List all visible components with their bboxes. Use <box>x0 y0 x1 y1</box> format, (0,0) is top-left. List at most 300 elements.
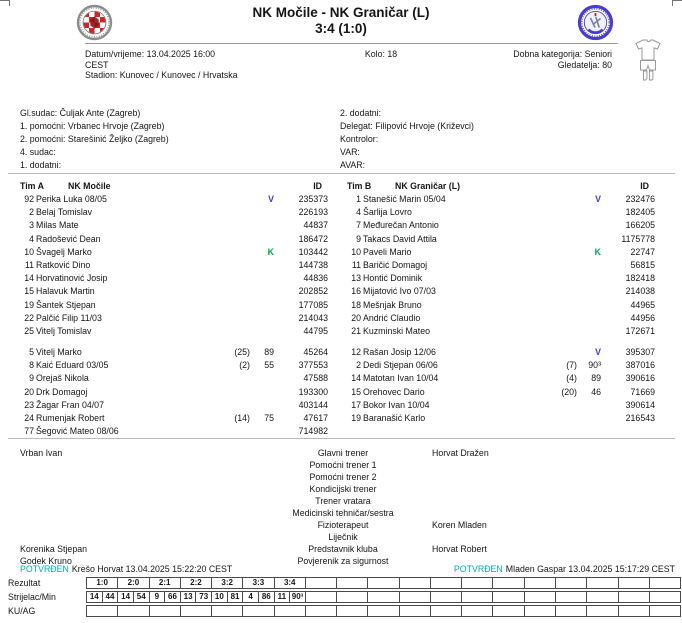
scorer-minute-cell <box>149 591 181 603</box>
player-name: Vitelj Marko <box>36 347 82 358</box>
player-name: Perika Luka 08/05 <box>36 194 107 204</box>
staff-name-home: Godek Kruno <box>20 556 72 566</box>
staff-name-away <box>432 531 675 543</box>
player-number: 3 <box>29 220 34 231</box>
result-cell <box>461 577 493 589</box>
player-id: 232476 <box>625 194 655 204</box>
player-id: 45264 <box>303 347 328 358</box>
staff-name-away: Horvat Dražen <box>432 448 489 458</box>
result-cell <box>524 577 556 589</box>
player-name: Rašan Josip 12/06 <box>363 347 436 358</box>
result-cell <box>586 577 618 589</box>
official-line: VAR: <box>340 146 360 157</box>
scorer-minute: 86 <box>261 592 271 601</box>
player-mark <box>250 325 274 338</box>
section-divider <box>8 438 675 439</box>
player-row <box>16 259 328 272</box>
staff-name-away: Horvat Robert <box>432 544 487 554</box>
player-number: 11 <box>351 259 361 270</box>
player-id: 144738 <box>298 259 328 270</box>
player-row <box>16 386 328 399</box>
kuag-cell <box>274 605 306 617</box>
player-sub-for: (2) <box>239 360 250 371</box>
kuag-cell <box>555 605 587 617</box>
result-cell <box>649 577 681 589</box>
player-id: 182405 <box>625 207 655 218</box>
scorer-minute-cell <box>367 591 399 603</box>
team-b-bench <box>343 346 655 425</box>
player-sub-for <box>216 312 250 325</box>
scorer-minute-cell <box>461 591 493 603</box>
player-number: 20 <box>24 386 34 397</box>
scorer-number: 4 <box>243 592 259 602</box>
team-a-label: Tim A <box>20 181 44 191</box>
player-row <box>16 206 328 219</box>
player-row <box>343 359 655 372</box>
player-row <box>343 412 655 425</box>
player-number: 24 <box>24 413 34 423</box>
scorer-minute-cell <box>399 591 431 603</box>
player-id: 186472 <box>298 233 328 244</box>
player-name: Kuzminski Mateo <box>363 325 430 336</box>
player-number: 13 <box>351 273 361 284</box>
official-line: AVAR: <box>340 159 366 170</box>
player-number: 15 <box>351 386 361 397</box>
result-row-label: Rezultat <box>8 578 41 588</box>
scorer-minute: 66 <box>168 592 177 601</box>
player-name: Stanešić Marin 05/04 <box>363 194 446 204</box>
player-name: Žagar Fran 04/07 <box>36 399 104 410</box>
player-row <box>343 346 655 359</box>
scorer-row-label: Strijelac/Min <box>8 592 56 602</box>
player-sub-for <box>216 285 250 298</box>
player-name: Orehovec Dario <box>363 386 425 397</box>
info-round: Kolo: 18 <box>364 49 398 59</box>
kuag-cell <box>211 605 243 617</box>
confirmation-away-text: Mladen Gaspar 13.04.2025 15:17:29 CEST <box>505 564 675 574</box>
team-b-roster-header <box>343 180 655 193</box>
scorer-minute-cell <box>649 591 681 603</box>
player-mark <box>577 206 601 219</box>
team-a-starters <box>16 193 328 338</box>
player-mark <box>577 299 601 312</box>
result-cell <box>618 577 650 589</box>
staff-name-away: Koren Mladen <box>432 520 487 530</box>
player-id: 214038 <box>625 286 655 297</box>
staff-row <box>8 447 675 459</box>
player-id: 103442 <box>298 246 328 257</box>
scorer-minute-cell <box>117 591 149 603</box>
player-mark: 55 <box>264 360 274 371</box>
player-id: 226193 <box>298 207 328 218</box>
team-a-club-name: NK Močile <box>68 181 111 191</box>
player-id: 202852 <box>298 286 328 297</box>
player-id: 177085 <box>298 299 328 310</box>
scorer-minute-cell <box>336 591 368 603</box>
player-sub-for <box>216 259 250 272</box>
player-sub-for <box>216 219 250 232</box>
staff-row <box>8 507 675 519</box>
scorer-number: 14 <box>118 592 134 602</box>
info-attendance: Gledatelja: 80 <box>557 59 612 70</box>
score-row-results <box>87 577 681 589</box>
player-row <box>343 219 655 232</box>
player-number: 25 <box>24 325 34 336</box>
player-row <box>343 193 655 206</box>
team-b-label: Tim B <box>347 181 372 191</box>
kuag-cell <box>86 605 118 617</box>
score-row-scorers <box>87 591 681 603</box>
away-club-crest-icon <box>577 4 614 43</box>
staff-name-away <box>432 495 675 507</box>
team-b-club-name: NK Graničar (L) <box>395 181 461 191</box>
player-mark: 90³ <box>588 360 601 371</box>
player-sub-for <box>216 399 250 412</box>
player-number: 4 <box>356 207 361 218</box>
match-info-box <box>85 43 618 81</box>
player-row <box>343 372 655 385</box>
player-name: Orejaš Nikola <box>36 373 89 384</box>
player-name: Dedi Stjepan 06/06 <box>363 360 438 371</box>
staff-role: Predstavnik kluba <box>308 544 378 554</box>
player-number: 1 <box>356 194 361 204</box>
player-name: Mijatović Ivo 07/03 <box>363 286 436 297</box>
player-id: 44965 <box>630 299 655 310</box>
player-name: Milas Mate <box>36 220 79 231</box>
player-row <box>16 285 328 298</box>
player-row <box>16 193 328 206</box>
player-row <box>16 246 328 259</box>
player-sub-for <box>543 259 577 272</box>
score-progression-section <box>8 577 675 621</box>
player-row <box>16 425 328 438</box>
player-mark <box>577 412 601 425</box>
player-id: 403144 <box>298 399 328 410</box>
kuag-cell <box>117 605 149 617</box>
official-line: Kontrolor: <box>340 133 379 144</box>
player-name: Mešnjak Bruno <box>363 299 422 310</box>
scorer-minute-cell <box>524 591 556 603</box>
player-name: Halavuk Martin <box>36 286 95 297</box>
player-name: Belaj Tomislav <box>36 207 93 218</box>
kuag-cell <box>242 605 274 617</box>
result-cell <box>492 577 524 589</box>
player-row <box>16 412 328 425</box>
scorer-minute: 54 <box>136 592 146 601</box>
scorer-number: 10 <box>212 592 228 602</box>
player-sub-for: (20) <box>561 386 577 397</box>
match-title: NK Močile - NK Graničar (L) <box>252 5 430 20</box>
player-id: 182418 <box>625 273 655 284</box>
kuag-cell <box>367 605 399 617</box>
player-number: 11 <box>24 259 34 270</box>
kuag-cell <box>399 605 431 617</box>
official-line: 4. sudac: <box>20 146 56 157</box>
confirmation-away <box>454 564 675 575</box>
player-name: Paveli Mario <box>363 246 412 257</box>
player-id: 44956 <box>630 312 655 323</box>
player-number: 14 <box>24 273 34 284</box>
player-mark <box>577 233 601 246</box>
player-name: Bokor Ivan 10/04 <box>363 399 430 410</box>
player-number: 17 <box>351 399 361 410</box>
staff-name-away <box>432 507 675 519</box>
player-mark: V <box>268 194 274 204</box>
player-mark <box>577 272 601 285</box>
staff-name-home <box>8 531 254 543</box>
player-number: 92 <box>24 194 34 204</box>
player-number: 14 <box>351 373 361 384</box>
score-row-labels <box>8 577 56 619</box>
player-name: Baranašić Karlo <box>363 413 426 423</box>
scorer-minute-cell <box>586 591 618 603</box>
team-b-starters <box>343 193 655 338</box>
player-mark <box>250 206 274 219</box>
kuag-row-label: KU/AG <box>8 606 36 616</box>
team-b-roster <box>343 180 655 425</box>
player-row <box>343 246 655 259</box>
scorer-minute: 81 <box>230 592 240 601</box>
staff-row <box>8 543 675 555</box>
officials-left <box>20 107 169 172</box>
official-line: Gl.sudac: Čuljak Ante (Zagreb) <box>20 108 141 118</box>
player-sub-for <box>543 206 577 219</box>
player-mark <box>250 219 274 232</box>
staff-role: Kondicijski trener <box>309 484 377 494</box>
player-number: 4 <box>29 233 34 244</box>
staff-name-away <box>432 459 675 471</box>
player-number: 9 <box>356 233 361 244</box>
staff-name-home <box>8 483 254 495</box>
player-number: 19 <box>24 299 34 310</box>
player-number: 22 <box>24 312 34 323</box>
staff-row <box>8 471 675 483</box>
player-id: 377553 <box>298 360 328 371</box>
player-mark <box>250 272 274 285</box>
staff-row <box>8 483 675 495</box>
player-sub-for <box>216 299 250 312</box>
result-cell <box>555 577 587 589</box>
confirmation-home-text: Krešo Horvat 13.04.2025 15:22:20 CEST <box>71 564 233 574</box>
info-stadium: Stadion: Kunovec / Kunovec / Hrvatska <box>85 70 238 81</box>
team-b-id-header: ID <box>640 181 649 191</box>
confirmed-status-badge: POTVRĐEN <box>20 564 69 574</box>
scorer-minute-cell <box>86 591 118 603</box>
player-name: Hontić Dominik <box>363 273 423 284</box>
player-mark: 46 <box>591 386 601 397</box>
player-sub-for <box>216 233 250 246</box>
player-name: Drk Domagoj <box>36 386 88 397</box>
kuag-cell <box>461 605 493 617</box>
player-mark: 75 <box>264 413 274 423</box>
info-timezone: CEST <box>85 59 109 70</box>
player-id: 47617 <box>303 413 328 423</box>
result-cell: 2:2 <box>180 577 212 589</box>
player-row <box>16 233 328 246</box>
staff-role: Glavni trener <box>317 448 369 458</box>
player-sub-for <box>543 412 577 425</box>
scorer-minute-cell <box>492 591 524 603</box>
player-row <box>343 233 655 246</box>
player-mark <box>577 259 601 272</box>
player-sub-for <box>543 399 577 412</box>
player-name: Horvatinović Josip <box>36 273 108 284</box>
confirmation-home <box>20 564 232 575</box>
player-sub-for <box>543 272 577 285</box>
staff-row <box>8 519 675 531</box>
kuag-cell <box>586 605 618 617</box>
kuag-cell <box>430 605 462 617</box>
player-mark <box>577 219 601 232</box>
player-sub-for <box>216 206 250 219</box>
officials-right <box>340 107 474 172</box>
player-mark <box>250 233 274 246</box>
kuag-cell <box>336 605 368 617</box>
player-id: 216543 <box>625 413 655 423</box>
staff-name-home: Vrban Ivan <box>20 448 63 458</box>
player-number: 2 <box>356 360 361 371</box>
scorer-minute-cell <box>618 591 650 603</box>
player-sub-for: (7) <box>566 360 577 371</box>
player-number: 12 <box>351 347 361 358</box>
result-cell <box>367 577 399 589</box>
player-id: 166205 <box>625 220 655 231</box>
player-number: 18 <box>351 299 361 310</box>
player-sub-for <box>216 272 250 285</box>
player-sub-for <box>543 193 577 206</box>
staff-role: Pomoćni trener 1 <box>309 460 377 470</box>
player-row <box>16 299 328 312</box>
staff-name-home <box>8 459 254 471</box>
team-a-roster-header <box>16 180 328 193</box>
staff-role: Liječnik <box>328 532 358 542</box>
staff-name-home <box>8 519 254 531</box>
official-line: Delegat: Filipović Hrvoje (Križevci) <box>340 120 474 131</box>
player-mark <box>250 259 274 272</box>
staff-name-home <box>8 495 254 507</box>
player-sub-for <box>543 219 577 232</box>
result-cell: 3:3 <box>242 577 274 589</box>
player-sub-for <box>216 193 250 206</box>
player-name: Međurečan Antonio <box>363 220 439 231</box>
result-cell <box>305 577 337 589</box>
staff-role: Povjerenik za sigurnost <box>297 556 389 566</box>
player-number: 5 <box>29 347 34 358</box>
player-id: 235373 <box>298 194 328 204</box>
official-line: 1. pomoćni: Vrbanec Hrvoje (Zagreb) <box>20 120 165 131</box>
scorer-minute: 90³ <box>291 592 304 601</box>
player-id: 22747 <box>630 246 655 257</box>
player-name: Švagelj Marko <box>36 246 92 257</box>
score-grid <box>87 577 681 619</box>
player-name: Rumenjak Robert <box>36 413 105 423</box>
player-sub-for <box>543 246 577 259</box>
result-cell: 3:2 <box>211 577 243 589</box>
player-id: 71669 <box>630 386 655 397</box>
player-mark: K <box>594 246 601 257</box>
score-row-kuag <box>87 605 681 617</box>
team-a-bench <box>16 346 328 438</box>
staff-row <box>8 495 675 507</box>
result-cell <box>336 577 368 589</box>
scorer-minute-cell <box>180 591 212 603</box>
player-id: 395307 <box>625 347 655 358</box>
info-left-column <box>85 49 310 81</box>
player-number: 20 <box>351 312 361 323</box>
player-mark <box>250 425 274 438</box>
player-mark: V <box>595 194 601 204</box>
player-mark <box>250 399 274 412</box>
player-sub-for <box>216 372 250 385</box>
player-mark: 89 <box>591 373 601 384</box>
player-row <box>16 372 328 385</box>
kuag-cell <box>492 605 524 617</box>
player-id: 44837 <box>303 220 328 231</box>
scorer-minute-cell <box>211 591 243 603</box>
player-number: 19 <box>351 413 361 423</box>
player-id: 56815 <box>630 259 655 270</box>
player-row <box>16 399 328 412</box>
player-number: 7 <box>356 220 361 231</box>
team-a-id-header: ID <box>313 181 322 191</box>
kuag-cell <box>305 605 337 617</box>
player-mark <box>577 312 601 325</box>
player-row <box>343 399 655 412</box>
scorer-minute-cell <box>274 591 306 603</box>
player-number: 10 <box>351 246 361 257</box>
player-id: 390614 <box>625 399 655 410</box>
scorer-minute: 73 <box>199 592 209 601</box>
scorer-minute: 44 <box>105 592 115 601</box>
scorer-number: 9 <box>150 592 166 602</box>
player-number: 9 <box>29 373 34 384</box>
player-mark <box>250 312 274 325</box>
player-name: Kaić Eduard 03/05 <box>36 360 109 371</box>
info-datetime: Datum/vrijeme: 13.04.2025 16:00 <box>85 49 216 59</box>
player-row <box>343 299 655 312</box>
result-cell: 1:0 <box>86 577 118 589</box>
player-mark: 89 <box>264 347 274 358</box>
staff-section <box>8 447 675 567</box>
player-mark <box>250 299 274 312</box>
player-name: Vitelj Tomislav <box>36 325 92 336</box>
scorer-minute-cell <box>305 591 337 603</box>
player-number: 21 <box>351 325 361 336</box>
player-id: 714982 <box>298 426 328 437</box>
player-name: Takacs David Attila <box>363 233 437 244</box>
player-row <box>343 206 655 219</box>
player-sub-for <box>216 246 250 259</box>
staff-row <box>8 531 675 543</box>
player-row <box>16 219 328 232</box>
player-name: Palčić Filip 11/03 <box>36 312 102 323</box>
player-id: 214043 <box>298 312 328 323</box>
player-sub-for: (4) <box>566 373 577 384</box>
player-id: 1175778 <box>621 233 655 244</box>
kuag-cell <box>149 605 181 617</box>
kuag-cell <box>618 605 650 617</box>
player-name: Šantek Stjepan <box>36 299 96 310</box>
player-id: 47588 <box>303 373 328 384</box>
player-row <box>343 312 655 325</box>
player-id: 387016 <box>625 360 655 371</box>
player-mark <box>577 325 601 338</box>
player-name: Šarlija Lovro <box>363 207 412 218</box>
staff-name-away <box>432 483 675 495</box>
player-sub-for <box>543 325 577 338</box>
staff-role: Fizioterapeut <box>317 520 369 530</box>
player-number: 15 <box>24 286 34 297</box>
